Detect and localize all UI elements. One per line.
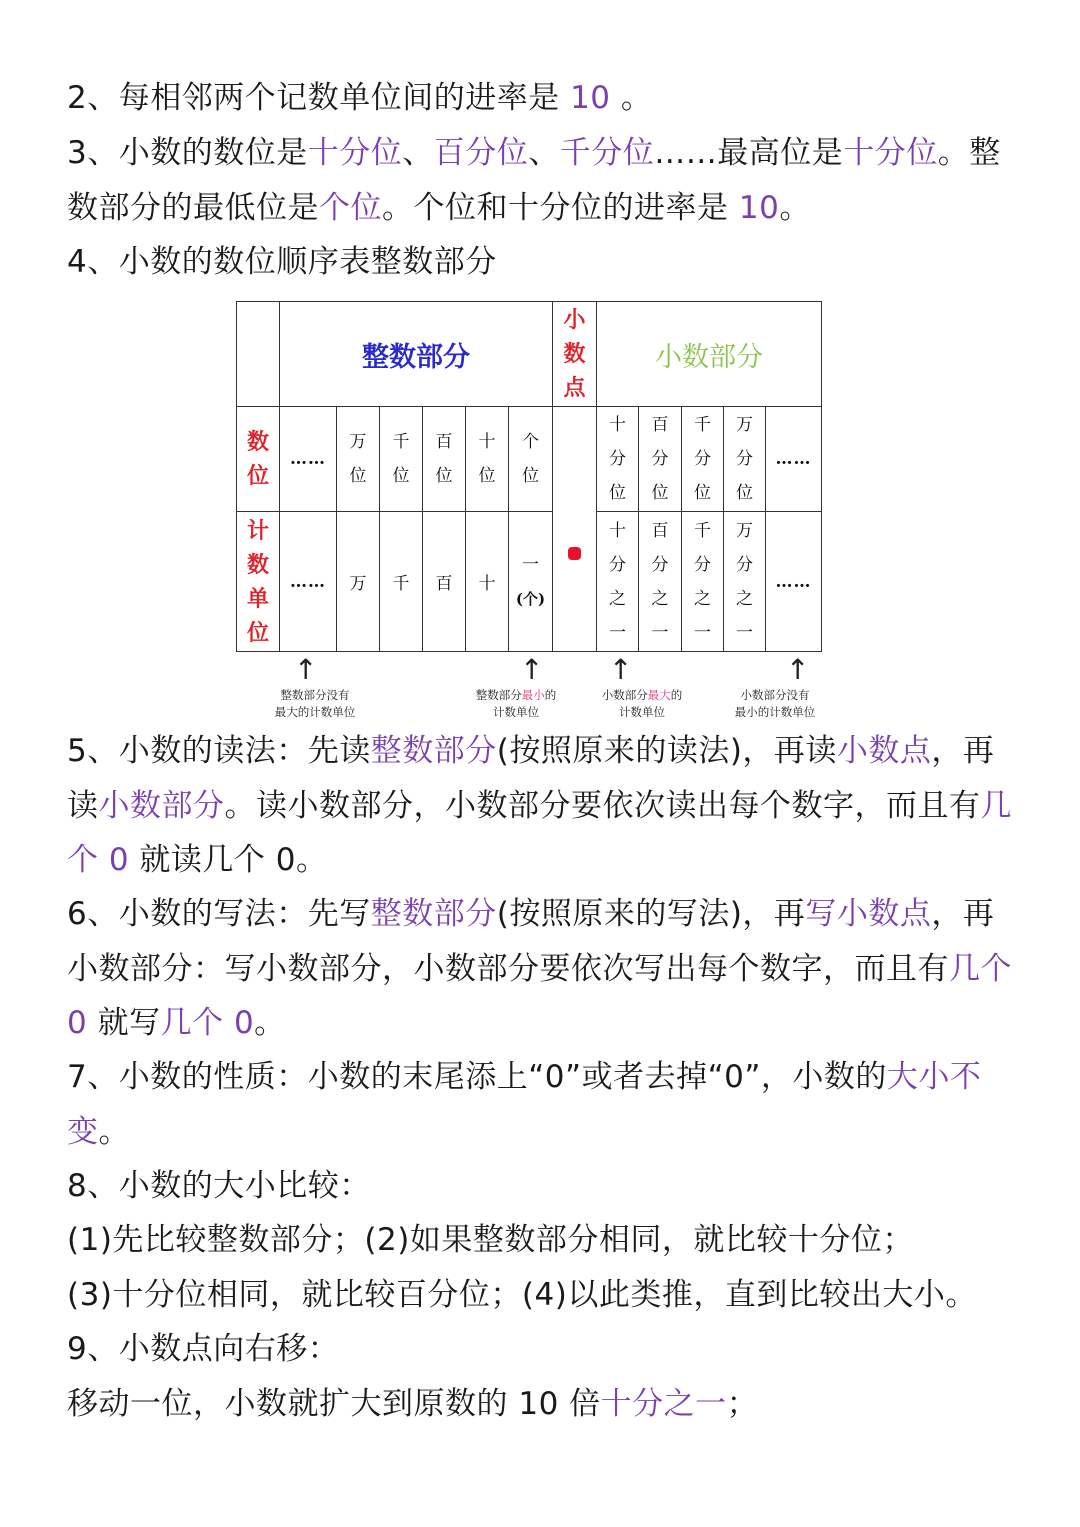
dec-digit-cell: [639, 407, 682, 512]
digit-row-label-cell: [237, 407, 280, 512]
integer-part-label: 整数部分: [362, 341, 470, 373]
line-2-end: 。: [610, 80, 653, 116]
line-6-t2: (按照原来的写法)，再: [496, 896, 806, 932]
decimal-point-label: 小数点: [563, 307, 586, 401]
line-5-t2: (按照原来的读法)，再读: [496, 733, 837, 769]
line-7-h1: 大小不变: [67, 1059, 982, 1150]
line-6-h4: 几个 0: [160, 1005, 255, 1041]
note-text: 最小的计数单位: [734, 705, 816, 719]
line-6-h1: 整数部分: [370, 896, 497, 932]
ellipsis-text: ……: [290, 449, 326, 469]
line-3-t4: ……最高位是: [654, 135, 844, 171]
line-3-h6: 10: [738, 189, 780, 226]
note-pink: 最小: [521, 688, 545, 702]
dec-digit-label: 千分位: [694, 415, 711, 503]
note-text: [572, 687, 712, 704]
decimal-point-cell: [553, 407, 597, 652]
line-3-h3: 千分位: [559, 135, 655, 171]
int-digit-ellipsis: [280, 407, 337, 512]
unit-row-label: 计数单位: [246, 517, 269, 646]
dec-unit-label: 万分之一: [736, 520, 753, 643]
line-9-1-t1: 移动一位，小数就扩大到原数的 10 倍: [67, 1386, 601, 1422]
line-5-h4: 几个 0: [67, 787, 1012, 878]
int-digit-cell: [380, 407, 423, 512]
dec-unit-cell: [597, 512, 639, 652]
int-unit-cell: [337, 512, 380, 652]
integer-part-header: [280, 302, 553, 407]
decimal-point-dot: [568, 547, 581, 560]
note-text: 最大的计数单位: [274, 705, 356, 719]
int-unit-label: 万: [349, 574, 367, 594]
line-2-highlight: 10: [570, 80, 611, 116]
note-text: 小数部分没有: [740, 688, 810, 702]
line-3-h4: 十分位: [843, 135, 938, 171]
line-9-1-h1: 十分之一: [600, 1386, 727, 1422]
dec-unit-label: 十分之一: [609, 520, 626, 643]
line-5-t4: 。读小数部分，小数部分要依次读出每个数字，而且有: [224, 787, 981, 824]
int-unit-cell: [466, 512, 509, 652]
int-unit-ellipsis: [280, 512, 337, 652]
note-dec-no-min: [705, 687, 845, 721]
corner-cell: [237, 302, 280, 407]
note-part: 整数部分: [475, 688, 522, 702]
line-6-t1: 6、小数的写法：先写: [67, 896, 371, 932]
line-6-t4: 就写: [87, 1005, 161, 1041]
line-2-text: 2、每相邻两个记数单位间的进率是: [67, 80, 571, 116]
dec-unit-label: 百分之一: [651, 520, 669, 643]
int-unit-cell: [380, 512, 423, 652]
int-digit-cell: [337, 407, 380, 512]
dec-unit-cell: [639, 512, 682, 652]
note-part: 小数部分: [601, 688, 648, 702]
int-digit-label: 个位: [522, 432, 539, 486]
line-3-t2: 、: [402, 135, 434, 171]
digit-row-label: 数位: [246, 429, 269, 489]
line-8-1: (1)先比较整数部分；(2)如果整数部分相同，就比较十分位；: [67, 1222, 914, 1258]
dec-digit-cell: [682, 407, 724, 512]
line-8: 8、小数的大小比较：: [67, 1168, 371, 1204]
int-digit-label: 十位: [478, 432, 496, 486]
line-6-h3: 几个 0: [67, 950, 1023, 1041]
line-5-h3: 小数部分: [98, 787, 225, 824]
line-3-t7: 。: [779, 189, 811, 226]
int-digit-cell: [509, 407, 553, 512]
int-digit-label: 万位: [349, 432, 367, 486]
int-digit-cell: [466, 407, 509, 512]
unit-one-label: 一: [522, 554, 539, 575]
int-digit-label: 千位: [392, 432, 410, 486]
line-8-2: (3)十分位相同，就比较百分位；(4)以此类推，直到比较出大小。: [67, 1277, 977, 1313]
line-3-t6: 。个位和十分位的进率是: [382, 189, 739, 226]
note-int-no-max: [245, 687, 385, 721]
dec-unit-cell: [724, 512, 766, 652]
note-part: 的: [544, 688, 557, 702]
line-3: [67, 126, 1017, 235]
line-5-h2: 小数点: [836, 733, 932, 769]
int-digit-label: 百位: [435, 432, 453, 486]
dec-digit-ellipsis: [766, 407, 822, 512]
dec-digit-label: 十分位: [609, 415, 626, 503]
note-text: 计数单位: [619, 705, 665, 719]
note-text: 整数部分没有: [280, 688, 350, 702]
line-5-t1: 5、小数的读法：先读: [67, 733, 371, 769]
note-text: 计数单位: [493, 705, 539, 719]
arrow-up-icon: ↑: [609, 653, 633, 686]
line-3-t5: 。整数部分的最低位是: [67, 135, 1001, 226]
dec-unit-label: 千分之一: [694, 520, 711, 643]
ellipsis-text: ……: [290, 571, 326, 592]
line-6: [67, 887, 1023, 1051]
line-5-t3: ，再读: [67, 733, 995, 824]
line-5-t5: 就读几个 0。: [129, 842, 328, 878]
line-3-h1: 十分位: [307, 135, 403, 171]
line-7-t2: 。: [98, 1113, 130, 1150]
line-9-1: [67, 1377, 1017, 1432]
note-int-min-unit: [446, 687, 586, 721]
decimal-part-label: 小数部分: [655, 341, 763, 373]
line-7: [67, 1050, 1017, 1159]
place-value-table: [236, 301, 822, 652]
int-digit-cell: [423, 407, 466, 512]
int-unit-cell-one: [509, 512, 553, 652]
unit-one-paren: (个): [515, 589, 546, 608]
note-dec-max-unit: [572, 687, 712, 721]
line-2: [67, 71, 1017, 126]
line-5-h1: 整数部分: [370, 733, 497, 769]
dec-digit-label: 百分位: [651, 415, 669, 503]
line-9-1-t2: ；: [726, 1386, 759, 1422]
line-3-h2: 百分位: [433, 135, 529, 171]
decimal-point-header: [553, 302, 597, 407]
ellipsis-text: ……: [775, 571, 812, 592]
int-unit-cell: [423, 512, 466, 652]
line-4: 4、小数的数位顺序表整数部分: [67, 244, 497, 280]
unit-row-label-cell: [237, 512, 280, 652]
line-5: [67, 724, 1017, 888]
int-unit-label: 十: [478, 574, 496, 594]
dec-digit-cell: [597, 407, 639, 512]
line-9: 9、小数点向右移：: [67, 1331, 340, 1367]
line-6-t3: ，再小数部分：写小数部分，小数部分要依次写出每个数字，而且有: [67, 896, 995, 987]
ellipsis-text: ……: [775, 449, 812, 469]
line-3-t1: 3、小数的数位是: [67, 135, 308, 171]
dec-unit-cell: [682, 512, 724, 652]
line-3-t3: 、: [528, 135, 560, 171]
decimal-part-header: [597, 302, 822, 407]
line-7-t1: 7、小数的性质：小数的末尾添上“0”或者去掉“0”，小数的: [67, 1059, 887, 1095]
note-part: 的: [670, 688, 683, 702]
line-6-t5: 。: [254, 1005, 286, 1041]
line-6-h2: 写小数点: [805, 896, 932, 932]
dec-unit-ellipsis: [766, 512, 822, 652]
dec-digit-label: 万分位: [736, 415, 753, 503]
note-text: [446, 687, 586, 704]
arrow-up-icon: ↑: [520, 653, 544, 686]
dec-digit-cell: [724, 407, 766, 512]
arrow-up-icon: ↑: [294, 653, 318, 686]
int-unit-label: 百: [435, 574, 453, 594]
int-unit-label: 千: [392, 574, 410, 594]
note-pink: 最大: [647, 688, 671, 702]
line-3-h5: 个位: [319, 189, 382, 226]
arrow-up-icon: ↑: [786, 653, 810, 686]
